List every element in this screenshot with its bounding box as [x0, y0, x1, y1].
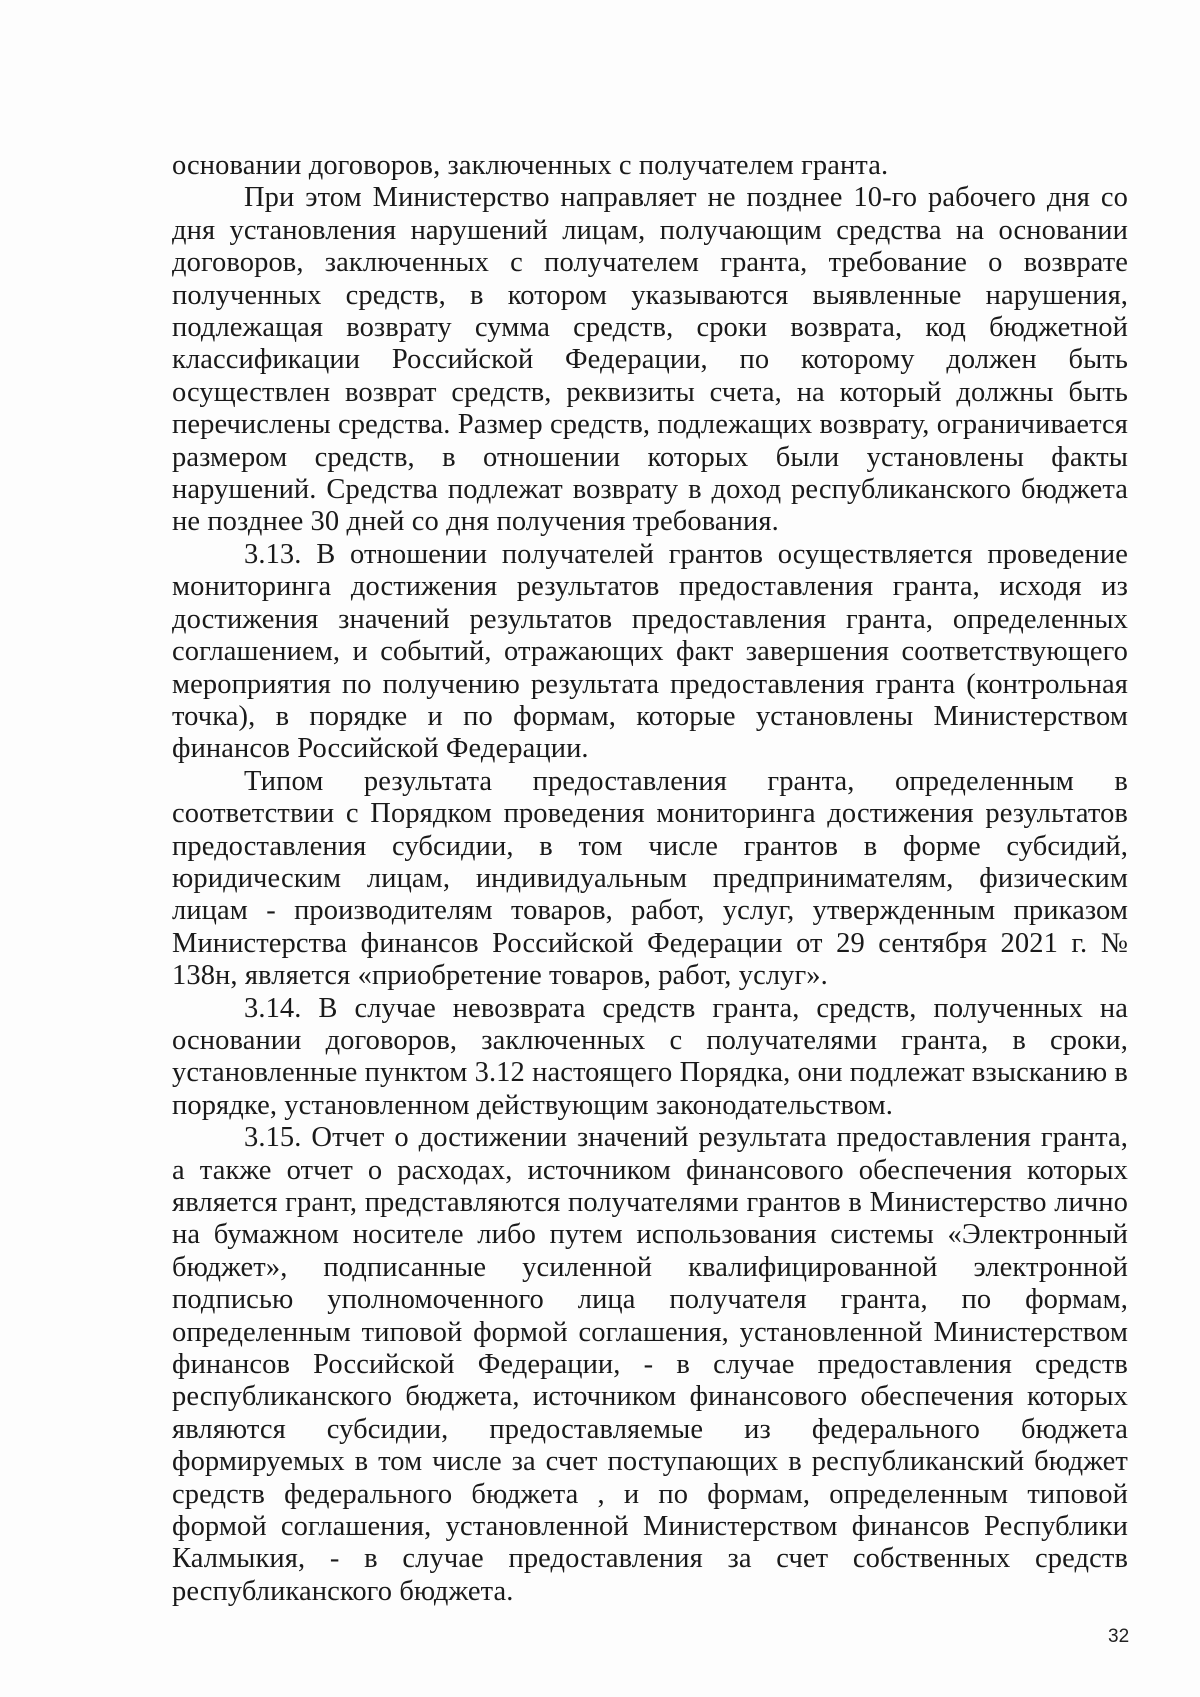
- paragraph-3-15: 3.15. Отчет о достижении значений результата предоставления гранта, а также отчет о расходах, источником финансового обеспечения которых является грант, представляются получателями грантов в Министерство лично на бумажном носителе либо путем использования системы «Электронный бюджет», подписанные усиленной квалифицированной электронной подписью уполномоченного лица получателя гранта, по формам, определенным типовой формой соглашения, установленной Министерством финансов Российской Федерации, - в случае предоставления средств республиканского бюджета, источником финансового обеспечения которых являются субсидии, предоставляемые из федерального бюджета формируемых в том числе за счет поступающих в республиканский бюджет средств федерального бюджета , и по формам, определенным типовой формой соглашения, установленной Министерством финансов Республики Калмыкия, - в случае предоставления за счет собственных средств республиканского бюджета.: [172, 1122, 1128, 1607]
- paragraph-ministry-notice: При этом Министерство направляет не позднее 10-го рабочего дня со дня установления нарушений лицам, получающим средства на основании договоров, заключенных с получателем гранта, требование о возврате полученных средств, в котором указываются выявленные нарушения, подлежащая возврату сумма средств, сроки возврата, код бюджетной классификации Российской Федерации, по которому должен быть осуществлен возврат средств, реквизиты счета, на который должны быть перечислены средства. Размер средств, подлежащих возврату, ограничивается размером средств, в отношении которых были установлены факты нарушений. Средства подлежат возврату в доход республиканского бюджета не позднее 30 дней со дня получения требования.: [172, 182, 1128, 538]
- paragraph-continuation: основании договоров, заключенных с получателем гранта.: [172, 150, 889, 181]
- document-body: [172, 150, 1128, 1608]
- paragraph-3-14: 3.14. В случае невозврата средств гранта, средств, полученных на основании договоров, заключенных с получателями гранта, в сроки, установленные пунктом 3.12 настоящего Порядка, они подлежат взысканию в порядке, установленном действующим законодательством.: [172, 992, 1128, 1121]
- page-number: 32: [1108, 1626, 1130, 1647]
- paragraph-3-13: 3.13. В отношении получателей грантов осуществляется проведение мониторинга достижения результатов предоставления гранта, исходя из достижения значений результатов предоставления гранта, определенных соглашением, и событий, отражающих факт завершения соответствующего мероприятия по получению результата предоставления гранта (контрольная точка), в порядке и по формам, которые установлены Министерством финансов Российской Федерации.: [172, 538, 1128, 765]
- paragraph-result-type: Типом результата предоставления гранта, определенным в соответствии с Порядком проведения мониторинга достижения результатов предоставления субсидии, в том числе грантов в форме субсидий, юридическим лицам, индивидуальным предпринимателям, физическим лицам - производителям товаров, работ, услуг, утвержденным приказом Министерства финансов Российской Федерации от 29 сентября 2021 г. № 138н, является «приобретение товаров, работ, услуг».: [172, 765, 1128, 992]
